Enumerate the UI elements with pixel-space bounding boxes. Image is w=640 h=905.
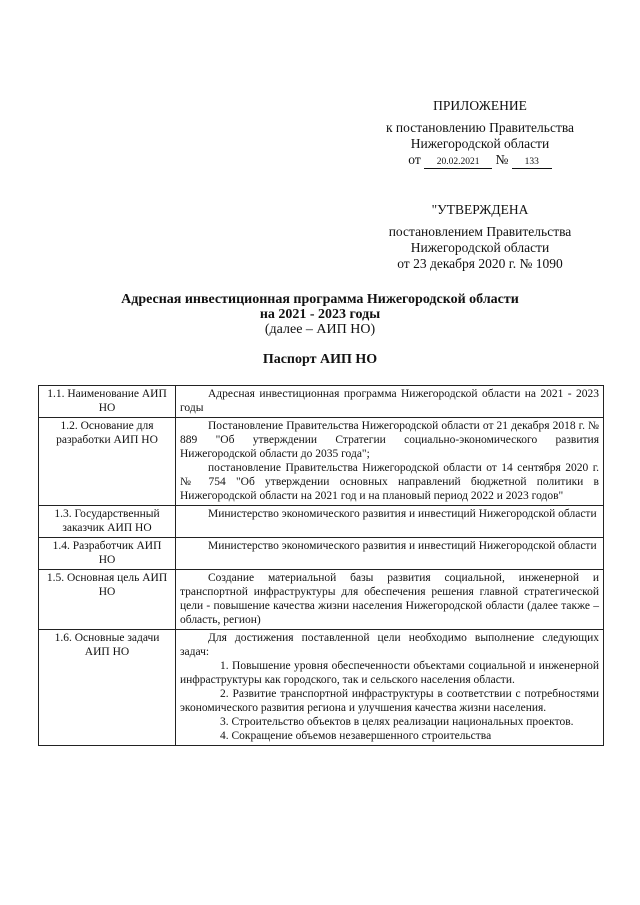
table-row [39, 570, 604, 630]
appendix-block [330, 98, 630, 169]
passport-title: Паспорт АИП НО [262, 352, 378, 367]
table-row [39, 630, 604, 746]
row-paragraph: Создание материальной базы развития социальной, инженерной и транспортной инфраструктуры для обеспечения решения главной стратегической цели - повышение качества жизни населения Нижегородской области (далее также – область, регион) [180, 572, 599, 626]
table-row [39, 386, 604, 418]
resolution-date: 20.02.2021 [424, 156, 492, 169]
row-paragraph: Постановление Правительства Нижегородской области от 21 декабря 2018 г. № 889 "Об утверждении Стратегии социально-экономического развития Нижегородской области до 2035 года"; [180, 420, 599, 460]
row-value [176, 538, 604, 570]
row-paragraph: Министерство экономического развития и инвестиций Нижегородской области [208, 540, 597, 552]
row-label: 1.2. Основание для разработки АИП НО [39, 418, 176, 506]
table-row [39, 418, 604, 506]
row-label: 1.1. Наименование АИП НО [39, 386, 176, 418]
row-paragraph: 2. Развитие транспортной инфраструктуры в соответствии с потребностями экономического развития региона и улучшения качества жизни населения. [180, 688, 599, 714]
appendix-title: ПРИЛОЖЕНИЕ [433, 98, 527, 113]
row-label: 1.6. Основные задачи АИП НО [39, 630, 176, 746]
row-value [176, 386, 604, 418]
appendix-date-line [330, 152, 630, 169]
row-paragraph: Адресная инвестиционная программа Нижегородской области на 2021 - 2023 годы [180, 388, 599, 414]
from-label: от [408, 152, 421, 167]
appendix-line1: к постановлению Правительства [385, 120, 575, 135]
row-paragraph: Министерство экономического развития и инвестиций Нижегородской области [208, 508, 597, 520]
appendix-line2: Нижегородской области [410, 136, 550, 151]
document-title [0, 292, 640, 337]
row-paragraph: 4. Сокращение объемов незавершенного строительства [220, 730, 492, 742]
title-line1: Адресная инвестиционная программа Нижегородской области [121, 292, 519, 307]
approval-line3: от 23 декабря 2020 г. № 1090 [397, 256, 563, 271]
approval-line2: Нижегородской области [410, 240, 550, 255]
resolution-number: 133 [512, 156, 552, 169]
row-paragraph: 3. Строительство объектов в целях реализации национальных проектов. [220, 716, 574, 728]
row-value [176, 630, 604, 746]
row-label: 1.3. Государственный заказчик АИП НО [39, 506, 176, 538]
row-paragraph: 1. Повышение уровня обеспеченности объектами социальной и инженерной инфраструктуры как городского, так и сельского населения области. [180, 660, 599, 686]
row-value [176, 570, 604, 630]
row-paragraph: постановление Правительства Нижегородской области от 14 сентября 2020 г. № 754 "Об утверждении основных направлений бюджетной политики в Нижегородской области на 2021 год и на плановый период 2022 и 2023 годов" [180, 462, 599, 502]
number-sign: № [495, 152, 509, 167]
approval-title: "УТВЕРЖДЕНА [431, 202, 529, 217]
title-line2: на 2021 - 2023 годы [259, 307, 381, 322]
table-row [39, 538, 604, 570]
approval-block [330, 202, 630, 272]
row-label: 1.4. Разработчик АИП НО [39, 538, 176, 570]
row-value [176, 506, 604, 538]
row-paragraph: Для достижения поставленной цели необходимо выполнение следующих задач: [180, 632, 599, 658]
passport-table [38, 385, 604, 746]
row-value [176, 418, 604, 506]
row-label: 1.5. Основная цель АИП НО [39, 570, 176, 630]
title-line3: (далее – АИП НО) [264, 322, 376, 337]
table-row [39, 506, 604, 538]
approval-line1: постановлением Правительства [388, 224, 572, 239]
